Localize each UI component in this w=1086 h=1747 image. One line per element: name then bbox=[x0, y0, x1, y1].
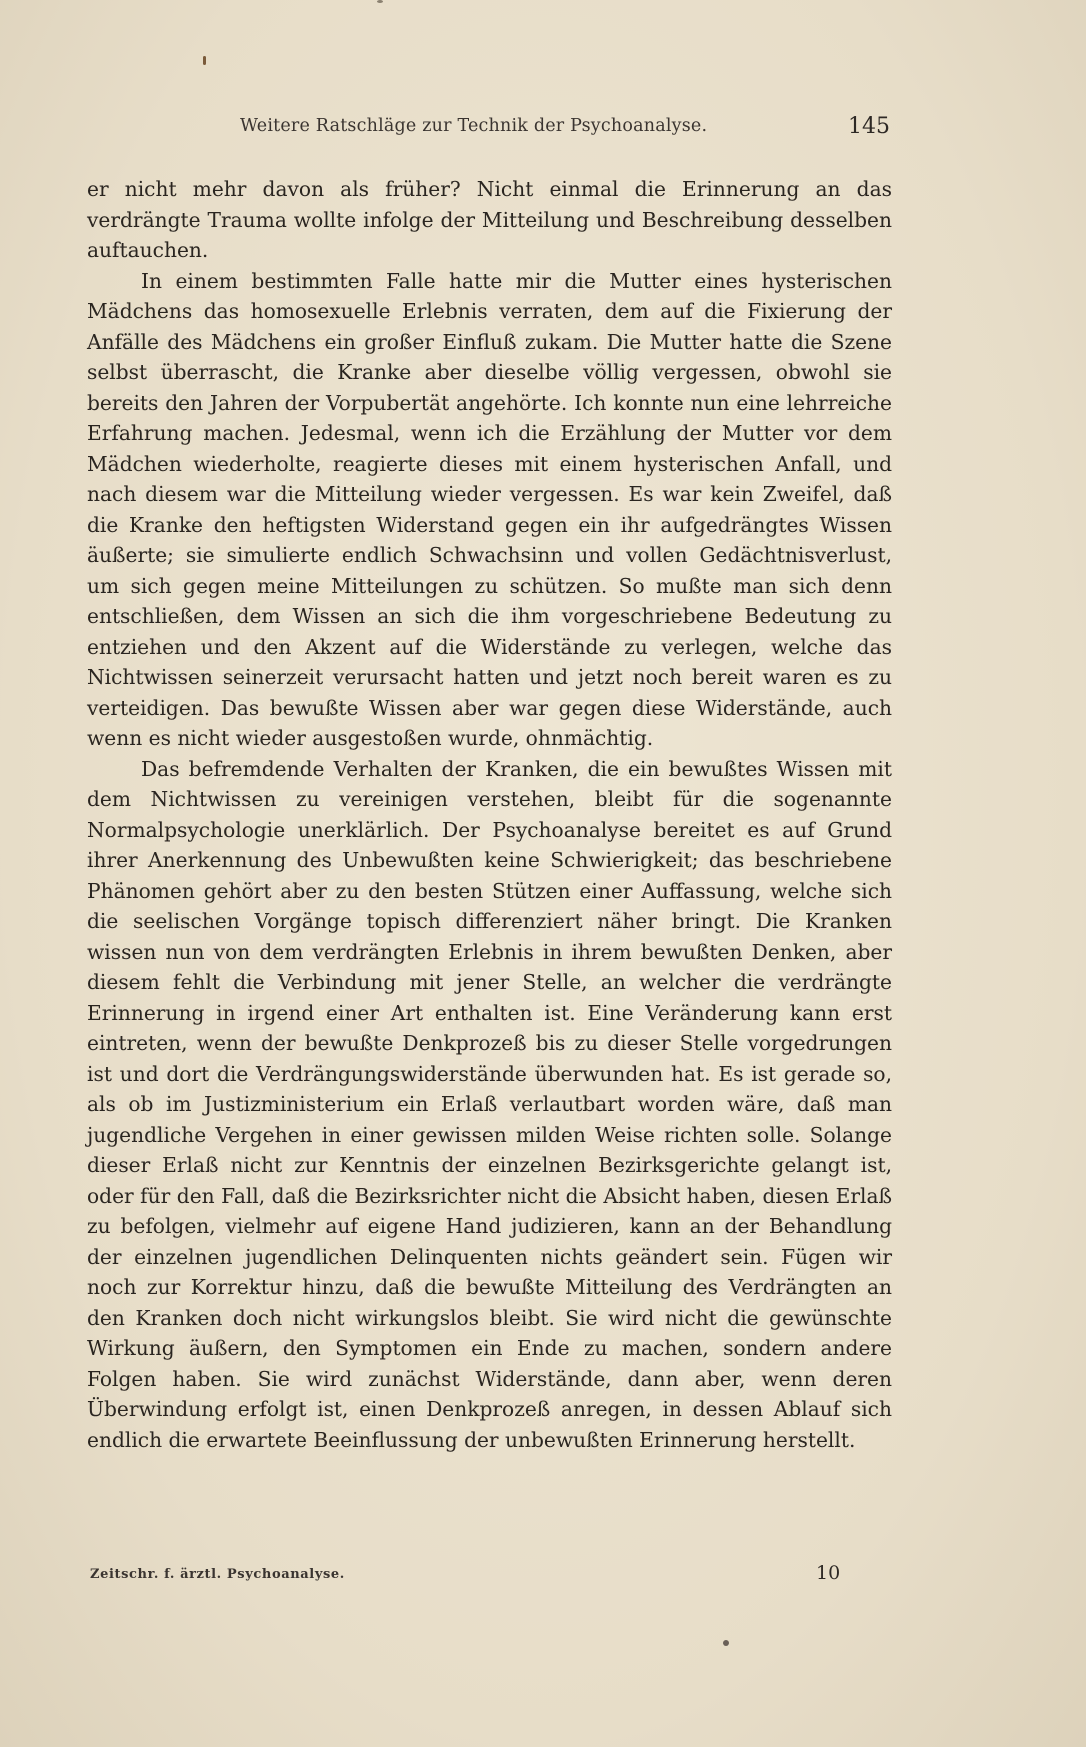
signature-mark: 10 bbox=[816, 1562, 841, 1584]
paragraph-3: Das befremdende Verhalten der Kranken, die ein bewußtes Wissen mit dem Nichtwissen zu vereinigen verstehen, bleibt für die sogenannte Normalpsychologie unerklärlich. Der Psychoanalyse bereitet es auf Grund ihrer Anerkennung des Unbewußten keine Schwierigkeit; das beschriebene Phänomen gehört aber zu den besten Stützen einer Auffassung, welche sich die seelischen Vorgänge topisch differenziert näher bringt. Die Kranken wissen nun von dem verdrängten Erlebnis in ihrem bewußten Denken, aber diesem fehlt die Verbindung mit jener Stelle, an welcher die verdrängte Erinnerung in irgend einer Art enthalten ist. Eine Veränderung kann erst eintreten, wenn der bewußte Denkprozeß bis zu dieser Stelle vorgedrungen ist und dort die Verdrängungswiderstände überwunden hat. Es ist gerade so, als ob im Justizministerium ein Erlaß verlautbart worden wäre, daß man jugendliche Vergehen in einer gewissen milden Weise richten solle. Solange dieser Erlaß nicht zur Kenntnis der einzelnen Bezirksgerichte gelangt ist, oder für den Fall, daß die Bezirksrichter nicht die Absicht haben, diesen Erlaß zu befolgen, vielmehr auf eigene Hand judizieren, kann an der Behandlung der einzelnen jugendlichen Delinquenten nichts geändert sein. Fügen wir noch zur Korrektur hinzu, daß die bewußte Mitteilung des Verdrängten an den Kranken doch nicht wirkungslos bleibt. Sie wird nicht die gewünschte Wirkung äußern, den Symptomen ein Ende zu machen, sondern andere Folgen haben. Sie wird zunächst Widerstände, dann aber, wenn deren Überwindung erfolgt ist, einen Denkprozeß anregen, in dessen Ablauf sich endlich die erwartete Beeinflussung der unbewußten Erinnerung herstellt. bbox=[87, 756, 892, 1452]
ink-speck bbox=[203, 56, 206, 65]
ink-speck bbox=[377, 0, 383, 3]
body-text bbox=[87, 174, 892, 1455]
ink-speck bbox=[723, 1640, 729, 1646]
paragraph-2: In einem bestimmten Falle hatte mir die Mutter eines hysterischen Mädchens das homosexuelle Erlebnis verraten, dem auf die Fixierung der Anfälle des Mädchens ein großer Einfluß zukam. Die Mutter hatte die Szene selbst überrascht, die Kranke aber dieselbe völlig vergessen, obwohl sie bereits den Jahren der Vorpubertät angehörte. Ich konnte nun eine lehrreiche Erfahrung machen. Jedesmal, wenn ich die Erzählung der Mutter vor dem Mädchen wiederholte, reagierte dieses mit einem hysterischen Anfall, und nach diesem war die Mitteilung wieder vergessen. Es war kein Zweifel, daß die Kranke den heftigsten Widerstand gegen ein ihr aufgedrängtes Wissen äußerte; sie simulierte endlich Schwachsinn und vollen Gedächtnisverlust, um sich gegen meine Mitteilungen zu schützen. So mußte man sich denn entschließen, dem Wissen an sich die ihm vorgeschriebene Bedeutung zu entziehen und den Akzent auf die Widerstände zu verlegen, welche das Nichtwissen seinerzeit verursacht hatten und jetzt noch bereit waren es zu verteidigen. Das bewußte Wissen aber war gegen diese Widerstände, auch wenn es nicht wieder ausgestoßen wurde, ohnmächtig. bbox=[87, 268, 892, 750]
running-head: Weitere Ratschläge zur Technik der Psychoanalyse. bbox=[240, 116, 708, 136]
journal-footer: Zeitschr. f. ärztl. Psychoanalyse. bbox=[90, 1567, 345, 1582]
paragraph-1: er nicht mehr davon als früher? Nicht einmal die Erinnerung an das verdrängte Trauma wollte infolge der Mitteilung und Beschreibung desselben auftauchen. bbox=[87, 177, 892, 262]
page-number: 145 bbox=[848, 114, 890, 139]
